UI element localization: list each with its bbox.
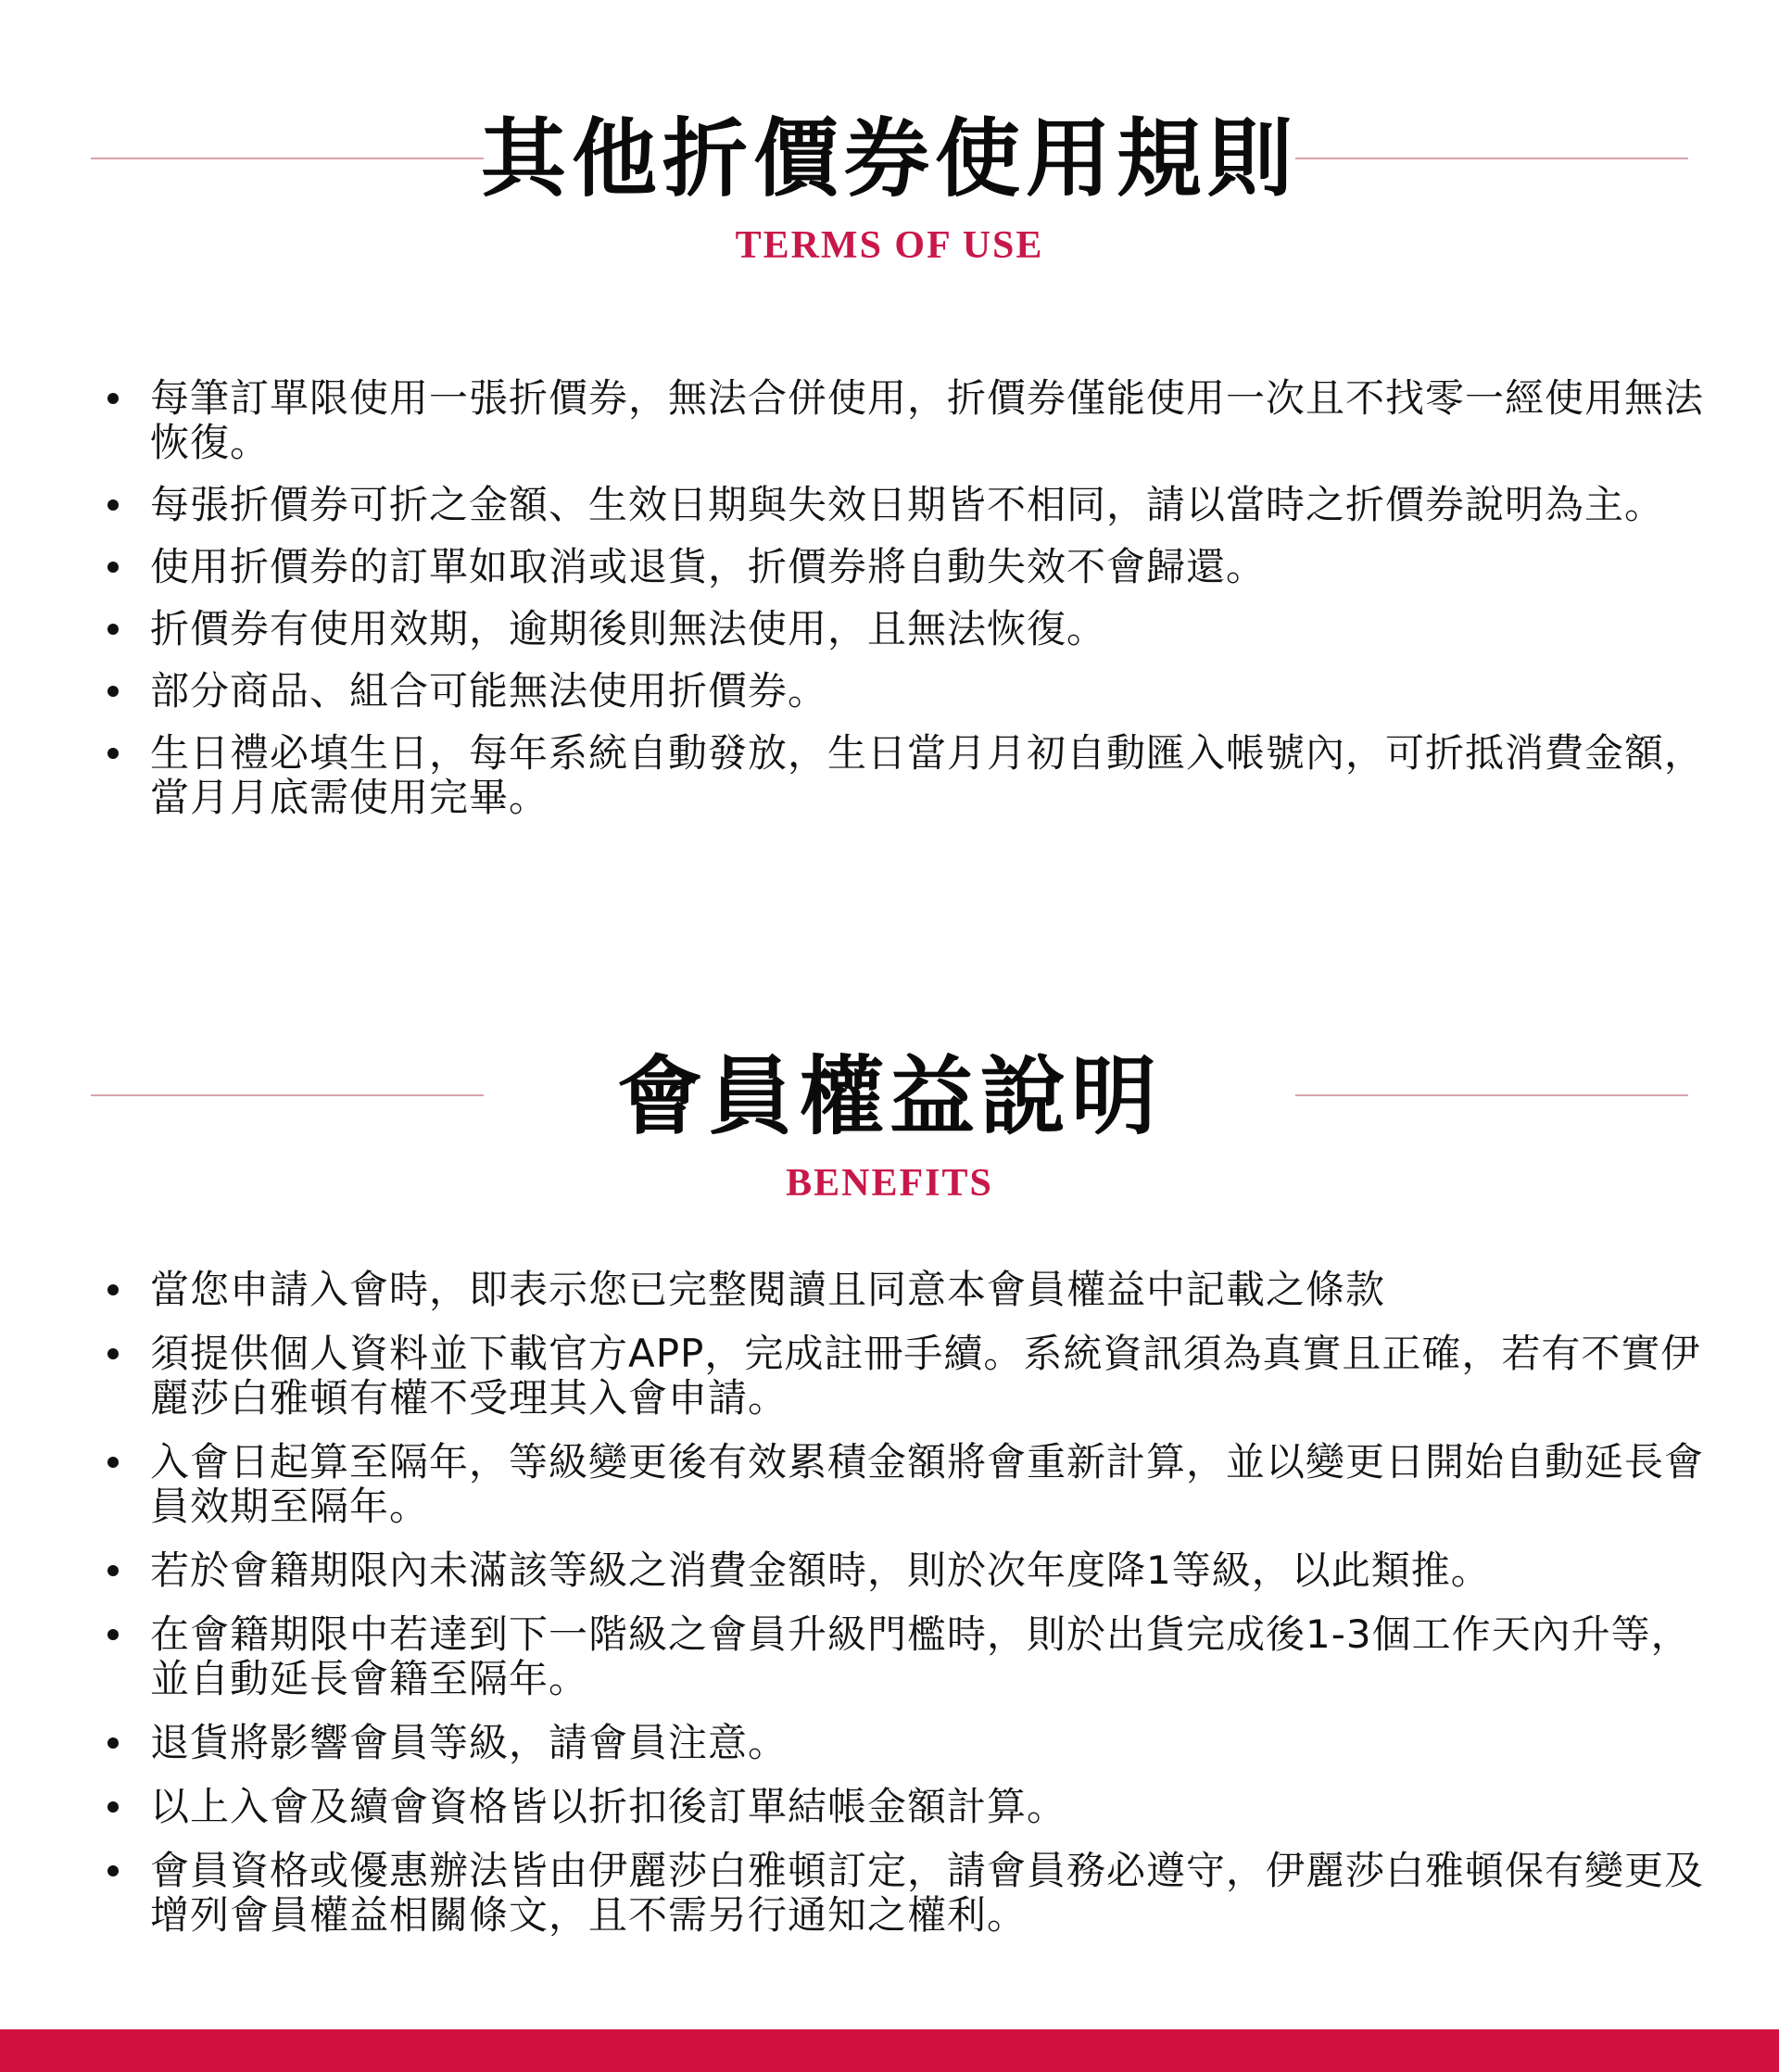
bullet-icon — [107, 1457, 119, 1468]
benefits-list-item — [93, 1548, 1705, 1593]
footer-bar — [0, 2029, 1779, 2072]
benefits-list-item — [93, 1332, 1705, 1421]
terms-list — [93, 376, 1705, 838]
bullet-icon — [107, 562, 119, 573]
benefits-item-text: 若於會籍期限內未滿該等級之消費金額時，則於次年度降1等級，以此類推。 — [150, 1548, 1491, 1593]
terms-subtitle: TERMS OF USE — [735, 224, 1044, 267]
terms-item-text: 每張折價券可折之金額、生效日期與失效日期皆不相同，請以當時之折價券說明為主。 — [150, 482, 1665, 527]
bullet-icon — [107, 686, 119, 697]
terms-item-text: 生日禮必填生日，每年系統自動發放，生日當月月初自動匯入帳號內，可折抵消費金額，當月月底需使用完畢。 — [150, 730, 1705, 820]
terms-list-item — [93, 607, 1705, 651]
benefits-item-text: 會員資格或優惠辦法皆由伊麗莎白雅頓訂定，請會員務必遵守，伊麗莎白雅頓保有變更及增列會員權益相關條文，且不需另行通知之權利。 — [150, 1848, 1705, 1938]
bullet-icon — [107, 1865, 119, 1876]
bullet-icon — [107, 624, 119, 635]
terms-list-item — [93, 483, 1705, 527]
benefits-subtitle: BENEFITS — [786, 1162, 993, 1205]
terms-list-item — [93, 731, 1705, 820]
bullet-icon — [107, 748, 119, 759]
terms-list-item — [93, 669, 1705, 714]
terms-item-text: 折價券有使用效期，逾期後則無法使用，且無法恢復。 — [150, 606, 1107, 651]
benefits-list-item — [93, 1612, 1705, 1701]
benefits-item-text: 以上入會及續會資格皆以折扣後訂單結帳金額計算。 — [150, 1784, 1067, 1829]
bullet-icon — [107, 1737, 119, 1749]
terms-item-text: 每筆訂單限使用一張折價券，無法合併使用，折價券僅能使用一次且不找零一經使用無法恢復。 — [150, 375, 1705, 465]
bullet-icon — [107, 1284, 119, 1295]
benefits-list-item — [93, 1849, 1705, 1938]
benefits-item-text: 入會日起算至隔年，等級變更後有效累積金額將會重新計算，並以變更日開始自動延長會員效期至隔年。 — [150, 1439, 1705, 1529]
bullet-icon — [107, 1801, 119, 1813]
terms-list-item — [93, 545, 1705, 589]
bullet-icon — [107, 499, 119, 511]
benefits-item-text: 當您申請入會時，即表示您已完整閱讀且同意本會員權益中記載之條款 — [150, 1267, 1386, 1312]
terms-item-text: 部分商品、組合可能無法使用折價券。 — [150, 668, 828, 714]
benefits-list-item — [93, 1721, 1705, 1765]
terms-item-text: 使用折價券的訂單如取消或退貨，折價券將自動失效不會歸還。 — [150, 544, 1267, 589]
bullet-icon — [107, 1348, 119, 1359]
terms-title: 其他折價券使用規則 — [480, 108, 1298, 208]
bullet-icon — [107, 1629, 119, 1640]
benefits-title: 會員權益說明 — [616, 1046, 1162, 1146]
benefits-list-item — [93, 1268, 1705, 1312]
bullet-icon — [107, 393, 119, 404]
bullet-icon — [107, 1565, 119, 1576]
benefits-list-item — [93, 1785, 1705, 1829]
terms-list-item — [93, 376, 1705, 465]
benefits-item-text: 須提供個人資料並下載官方APP，完成註冊手續。系統資訊須為真實且正確，若有不實伊麗莎白雅頓有權不受理其入會申請。 — [150, 1331, 1701, 1421]
benefits-item-text: 退貨將影響會員等級，請會員注意。 — [150, 1720, 789, 1765]
benefits-list — [93, 1268, 1705, 1957]
benefits-list-item — [93, 1440, 1705, 1529]
benefits-item-text: 在會籍期限中若達到下一階級之會員升級門檻時，則於出貨完成後1-3個工作天內升等，並自動延長會籍至隔年。 — [150, 1611, 1691, 1701]
